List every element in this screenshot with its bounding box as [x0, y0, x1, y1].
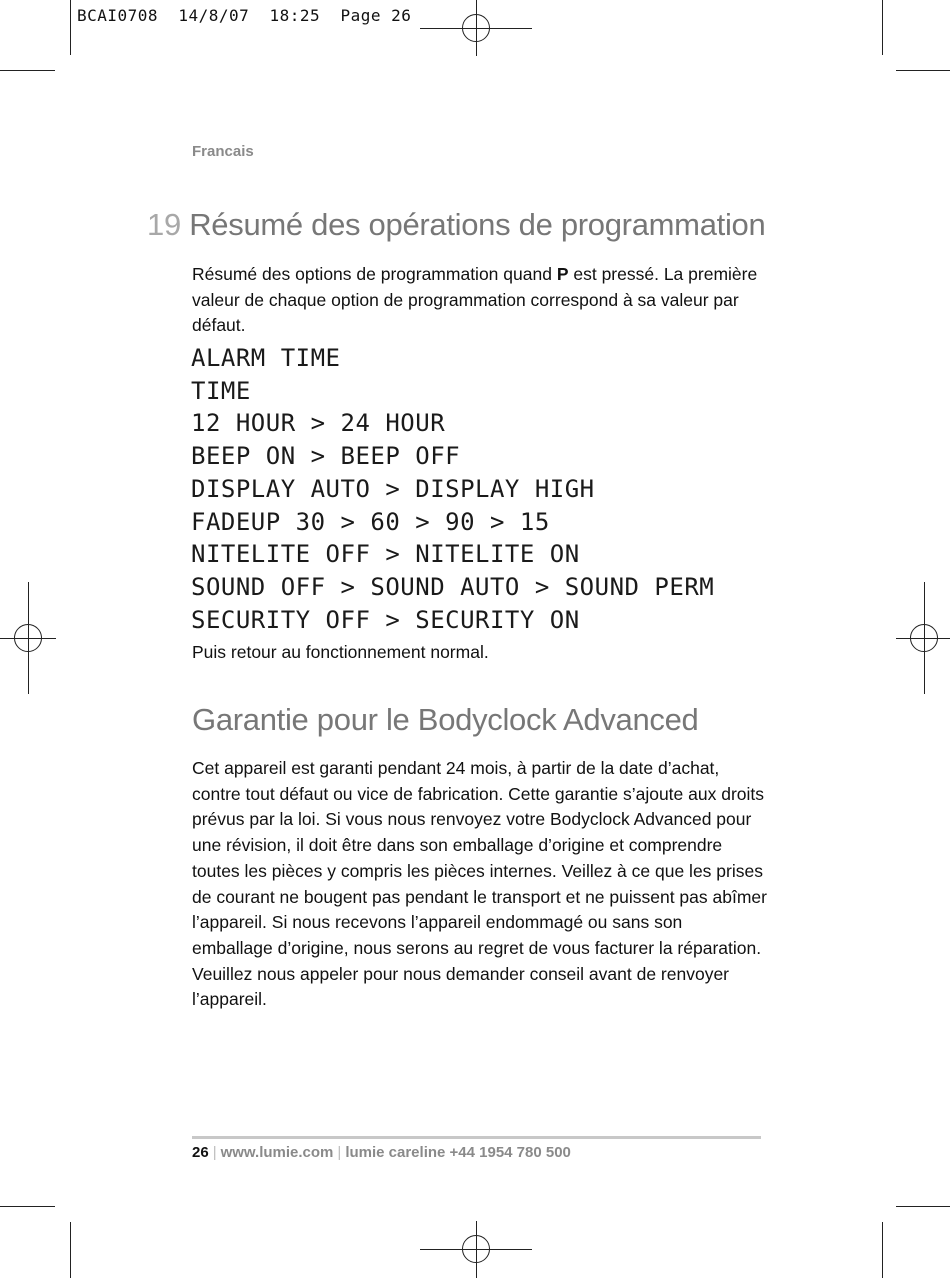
- footer: [192, 1144, 571, 1161]
- option-line: 12 HOUR > 24 HOUR: [191, 409, 446, 438]
- option-line: SECURITY OFF > SECURITY ON: [191, 605, 580, 634]
- printer-slug: BCAI0708 14/8/07 18:25 Page 26: [77, 6, 412, 25]
- section-title: Résumé des opérations de programmation: [189, 207, 766, 242]
- website-link[interactable]: www.lumie.com: [220, 1144, 334, 1161]
- option-line: SOUND OFF > SOUND AUTO > SOUND PERM: [191, 572, 715, 601]
- warranty-heading: Garantie pour le Bodyclock Advanced: [192, 702, 699, 737]
- option-line: BEEP ON > BEEP OFF: [191, 442, 461, 471]
- footer-rule: [192, 1136, 761, 1139]
- section-heading: [147, 207, 765, 243]
- intro-paragraph: Résumé des options de programmation quand P est pressé. La première valeur de chaque option de programmation correspond à sa valeur par défaut.: [192, 264, 758, 336]
- footer-separator: |: [212, 1144, 217, 1161]
- option-line: NITELITE OFF > NITELITE ON: [191, 540, 580, 569]
- option-line: DISPLAY AUTO > DISPLAY HIGH: [191, 474, 595, 503]
- p-key: P: [556, 264, 569, 284]
- outro-paragraph: Puis retour au fonctionnement normal.: [192, 642, 489, 662]
- option-line: TIME: [191, 376, 251, 405]
- language-label: Francais: [192, 143, 254, 160]
- warranty-paragraph: Cet appareil est garanti pendant 24 mois, à partir de la date d’achat, contre tout défaut ou vice de fabrication. Cette garantie s’ajoute aux droits prévus par la loi. Si vous nous renvoyez votre Bodyclock Advanced pour une révision, il doit être dans son emballage d’origine et comprendre toutes les pièces y compris les pièces internes. Veillez à ce que les prises de courant ne bougent pas pendant le transport et ne puissent pas abîmer l’appareil. Si nous recevons l’appareil endommagé ou sans son emballage d’origine, nous serons au regret de vous facturer la réparation. Veuillez nous appeler pour nous demander conseil avant de renvoyer l’appareil.: [192, 758, 767, 1010]
- careline-text: lumie careline +44 1954 780 500: [345, 1144, 571, 1161]
- option-line: FADEUP 30 > 60 > 90 > 15: [191, 507, 550, 536]
- section-number: 19: [147, 207, 181, 242]
- page-number: 26: [192, 1144, 209, 1161]
- footer-separator: |: [337, 1144, 342, 1161]
- programming-options-list: [191, 342, 714, 636]
- option-line: ALARM TIME: [191, 344, 341, 372]
